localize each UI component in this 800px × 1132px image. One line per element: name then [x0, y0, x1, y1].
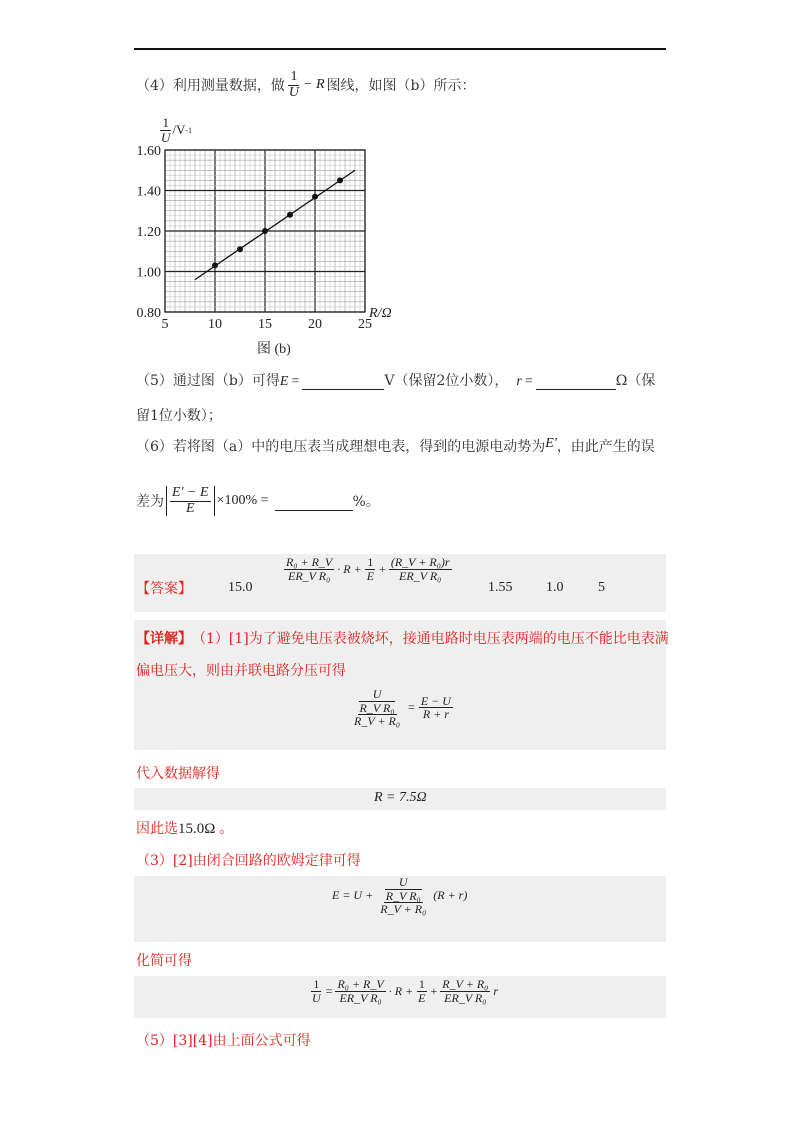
q5-unit-o: Ω（保 [615, 373, 656, 389]
q4-mid: − R [303, 77, 325, 93]
q6-line1 [136, 436, 655, 456]
step2-conc-b: 。 [219, 821, 234, 837]
step4-c-tail: r [493, 983, 498, 998]
detail-lhs [350, 688, 404, 728]
q6-text-c: 差为 [136, 494, 164, 511]
q5-line1 [136, 370, 655, 390]
detail-lhs-num: U [359, 688, 396, 702]
q4-prefix: （4）利用测量数据，做 [136, 78, 285, 95]
ans-f1-den: ER_V R₀ [287, 568, 331, 583]
y-tick-label: 1.00 [136, 265, 161, 281]
ans-f3 [389, 556, 452, 582]
ans-plus: + [379, 561, 386, 576]
step3-rhs: (R + r) [433, 888, 468, 903]
q6-line2 [136, 486, 380, 516]
y-label-sup: -1 [185, 125, 193, 135]
data-point [262, 228, 268, 234]
step2-conc-val: 15.0Ω [178, 821, 216, 837]
step3-lhs: E = U + [332, 888, 374, 903]
chart-plot [125, 112, 415, 362]
x-tick-label: 5 [161, 317, 169, 332]
step2-conclusion [136, 818, 233, 838]
q5-line2: 留1位小数）； [136, 408, 222, 424]
ans-f2-num: 1 [367, 555, 374, 569]
q5-unit-v: V（保留2位小数）， [384, 373, 509, 389]
step4-lhs-num: 1 [313, 977, 320, 991]
q4-frac-num: 1 [290, 69, 298, 84]
q4-fraction [287, 70, 301, 100]
ans-f2-den: E [366, 568, 375, 583]
y-tick-label: 1.60 [136, 144, 161, 159]
q4-suffix: 图线，如图（b）所示： [326, 78, 476, 95]
detail-lhs-den-den: R_V + R₀ [354, 714, 401, 729]
answer-v4: 5 [598, 580, 605, 595]
detail-lhs-den [350, 702, 404, 728]
step4-lhs-den: U [312, 990, 321, 1005]
header-rule [134, 48, 666, 50]
data-point [337, 177, 343, 183]
detail-rhs-num: E − U [420, 693, 451, 708]
detail-line1 [136, 628, 669, 648]
ans-f1-num: R₀ + R_V [286, 555, 333, 569]
step4-dotR: · R + [388, 983, 414, 998]
q5-text-a: （5）通过图（b）可得 [136, 373, 280, 389]
step4-a-den: ER_V R₀ [339, 990, 382, 1005]
step4-c-num: R_V + R₀ [442, 977, 489, 991]
ans-dotR: · R + [337, 561, 362, 576]
y-label-num: 1 [162, 115, 169, 130]
step3-num: U [385, 876, 422, 890]
q6-times: ×100% = [216, 493, 269, 509]
detail-equation [350, 688, 453, 728]
q6-Eprime: E' [545, 436, 557, 451]
step4-b [416, 978, 427, 1004]
q5-eq: = [291, 374, 300, 389]
step4-lhs [310, 978, 323, 1004]
y-tick-label: 1.20 [136, 225, 161, 240]
data-point [312, 194, 318, 200]
step3-equation [332, 876, 467, 916]
q5-r: r [516, 374, 522, 389]
q6-text-b: ，由此产生的误 [556, 439, 655, 455]
q6-text-a: （6）若将图（a）中的电压表当成理想电表，得到的电源电动势为 [136, 439, 546, 455]
y-tick-label: 0.80 [136, 306, 161, 321]
q6-pct: %。 [352, 494, 380, 511]
chart [125, 112, 415, 362]
chart-caption: 图 (b) [257, 342, 291, 357]
detail-eq-sign: = [408, 700, 415, 715]
q4-line [136, 70, 476, 100]
step4-equation [310, 978, 498, 1004]
step4-eq: = [325, 983, 333, 998]
detail-lhs-den-num: R_V R₀ [359, 700, 395, 715]
answer-v1: 15.0 [228, 580, 253, 595]
detail-line2: 偏电压大，则由并联电路分压可得 [136, 663, 346, 679]
x-tick-label: 20 [308, 317, 322, 332]
x-axis-label: R/Ω [369, 306, 392, 321]
q6-frac-num: E' − E [172, 485, 209, 500]
step2-conc-a: 因此选 [136, 821, 178, 837]
q5-eq2: = [524, 374, 533, 389]
step4-b-num: 1 [418, 977, 425, 991]
q5-E: E [279, 374, 289, 389]
q4-frac-den: U [288, 84, 300, 100]
step4-c [440, 978, 490, 1004]
y-tick-label: 1.40 [136, 184, 161, 200]
x-tick-label: 15 [258, 317, 272, 332]
ans-f3-den: ER_V R₀ [399, 568, 442, 583]
x-tick-label: 10 [208, 317, 222, 332]
q6-frac-den: E [185, 500, 195, 516]
answer-v2: 1.55 [488, 580, 513, 595]
q5-blank-E[interactable] [302, 389, 384, 390]
data-point [237, 246, 243, 252]
step5-intro: （5）[3][4]由上面公式可得 [136, 1033, 311, 1049]
step2-equation: R = 7.5Ω [374, 790, 427, 805]
data-point [212, 262, 218, 268]
y-label-den: U [161, 129, 171, 145]
q5-blank-r[interactable] [536, 389, 616, 390]
q6-abs [166, 486, 215, 516]
step2-intro: 代入数据解得 [136, 766, 220, 782]
q6-frac [170, 486, 211, 516]
step3-dden: R_V + R₀ [380, 902, 427, 917]
detail-rhs-den: R + r [422, 707, 449, 722]
ans-f1 [284, 556, 334, 582]
y-label-unit: /V [172, 122, 186, 138]
step4-c-den: ER_V R₀ [444, 990, 487, 1005]
step3-frac [376, 876, 430, 916]
detail-label: 【详解】 [136, 631, 192, 647]
step4-a-num: R₀ + R_V [337, 977, 384, 991]
x-tick-label: 25 [358, 317, 372, 332]
detail-text1: （1）[1]为了避免电压表被烧坏，接通电路时电压表两端的电压不能比电表满 [192, 631, 669, 647]
ans-f2 [365, 556, 376, 582]
step4-intro: 化简可得 [136, 953, 192, 969]
step3-dnum: R_V R₀ [385, 888, 421, 903]
answer-label: 【答案】 [136, 581, 192, 597]
answer-formula [284, 556, 452, 582]
step4-plus: + [430, 983, 438, 998]
answer-v3: 1.0 [546, 580, 564, 595]
step3-intro: （3）[2]由闭合回路的欧姆定律可得 [136, 853, 361, 869]
detail-rhs [419, 695, 453, 721]
step4-b-den: E [418, 990, 426, 1005]
ans-f3-num: (R_V + R₀)r [390, 555, 450, 569]
data-point [287, 212, 293, 218]
step4-a [335, 978, 385, 1004]
q6-blank[interactable] [275, 492, 353, 511]
